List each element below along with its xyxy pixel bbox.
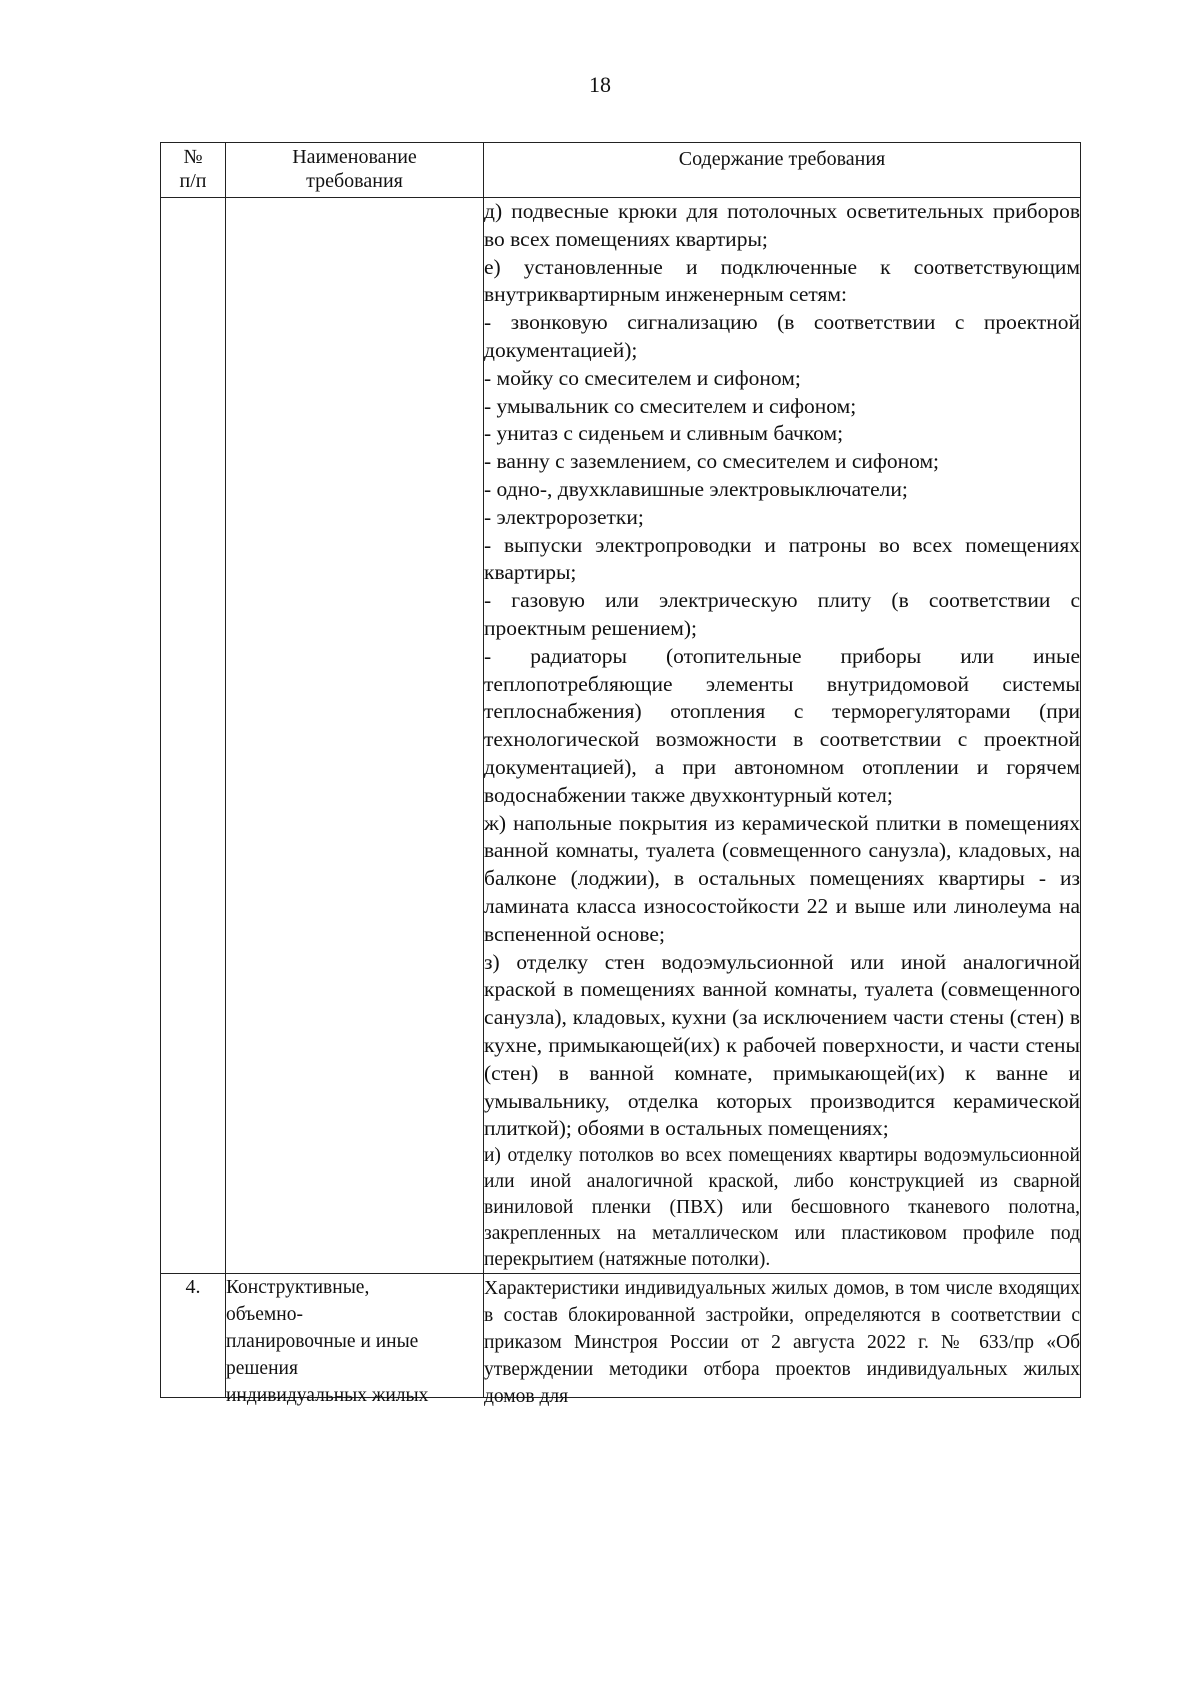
content-paragraph: е) установленные и подключенные к соответствующим внутриквартирным инженерным сетям: (484, 254, 1080, 307)
content-paragraph: д) подвесные крюки для потолочных осветительных приборов во всех помещениях квартиры; (484, 199, 1080, 251)
row-content-cell (484, 198, 1081, 1274)
row-number-cell (161, 198, 226, 1274)
header-content-text: Содержание требования (678, 148, 886, 170)
content-paragraph: - мойку со смесителем и сифоном; (484, 365, 801, 390)
page-number: 18 (589, 72, 611, 97)
content-paragraph: ж) напольные покрытия из керамической плитки в помещениях ванной комнаты, туалета (совмещенного санузла), кладовых, на балконе (лоджии), в остальных помещениях квартиры - из ламината класса износостойкости 22 и выше или линолеума на вспененной основе; (484, 810, 1080, 946)
content-paragraph: з) отделку стен водоэмульсионной или иной аналогичной краской в помещениях ванной комнаты, туалета (совмещенного санузла), кладовых, кухни (за исключением части стены (стен) в кухне, примыкающей(их) к рабочей поверхности, и части стены (стен) в ванной комнате, примыкающей(их) к ванне и умывальнику, отделка которых производится керамической плиткой); обоями в остальных помещениях; (484, 949, 1080, 1141)
content-paragraph: - газовую или электрическую плиту (в соответствии с проектным решением); (484, 588, 1080, 640)
header-name-text: Наименование требования (292, 146, 417, 192)
content-paragraph: - умывальник со смесителем и сифоном; (484, 393, 857, 418)
row-name-line: решения (226, 1358, 298, 1380)
row-name-cell (226, 198, 484, 1274)
table-row (161, 1274, 1081, 1398)
content-paragraph: - радиаторы (отопительные приборы или иные теплопотребляющие элементы внутридомовой системы теплоснабжения) отопления с терморегуляторами (при технологической возможности в соответствии с проектной документацией), а при автономном отоплении и горячем водоснабжении также двухконтурный котел; (484, 643, 1080, 807)
content-paragraph: Характеристики индивидуальных жилых домов, в том числе входящих в состав блокированной застройки, определяются в соответствии с приказом Минстроя России от 2 августа 2022 г. № 633/пр «Об утверждении методики отбора проектов индивидуальных жилых домов для (484, 1278, 1080, 1408)
row-number-cell: 4. (161, 1274, 226, 1398)
content-paragraph: - электророзетки; (484, 504, 644, 529)
header-number (161, 143, 226, 198)
row-name-line: планировочные и иные (226, 1331, 419, 1353)
requirements-table (160, 142, 1081, 1408)
header-content (484, 143, 1081, 198)
content-paragraph: - звонковую сигнализацию (в соответствии с проектной документацией); (484, 310, 1080, 362)
header-name (226, 143, 484, 198)
row-name-cell (226, 1274, 484, 1407)
content-paragraph: - унитаз с сиденьем и сливным бачком; (484, 421, 844, 446)
row-name-line: объемно- (226, 1304, 303, 1326)
row-name-line: Конструктивные, (226, 1277, 370, 1299)
header-number-text: № п/п (179, 146, 207, 192)
content-paragraph: - выпуски электропроводки и патроны во всех помещениях квартиры; (484, 532, 1080, 585)
row-name-line: индивидуальных жилых (226, 1385, 429, 1407)
content-paragraph: - одно-, двухклавишные электровыключатели; (484, 476, 908, 501)
table-header-row (161, 143, 1081, 198)
table-row (161, 198, 1081, 1274)
content-paragraph: - ванну с заземлением, со смесителем и сифоном; (484, 449, 940, 474)
content-paragraph: и) отделку потолков во всех помещениях квартиры водоэмульсионной или иной аналогичной краской, либо конструкцией из сварной виниловой пленки (ПВХ) или бесшовного тканевого полотна, закрепленных на металлическом или пластиковом профиле под перекрытием (натяжные потолки). (484, 1145, 1080, 1271)
row-content-cell (484, 1274, 1081, 1408)
